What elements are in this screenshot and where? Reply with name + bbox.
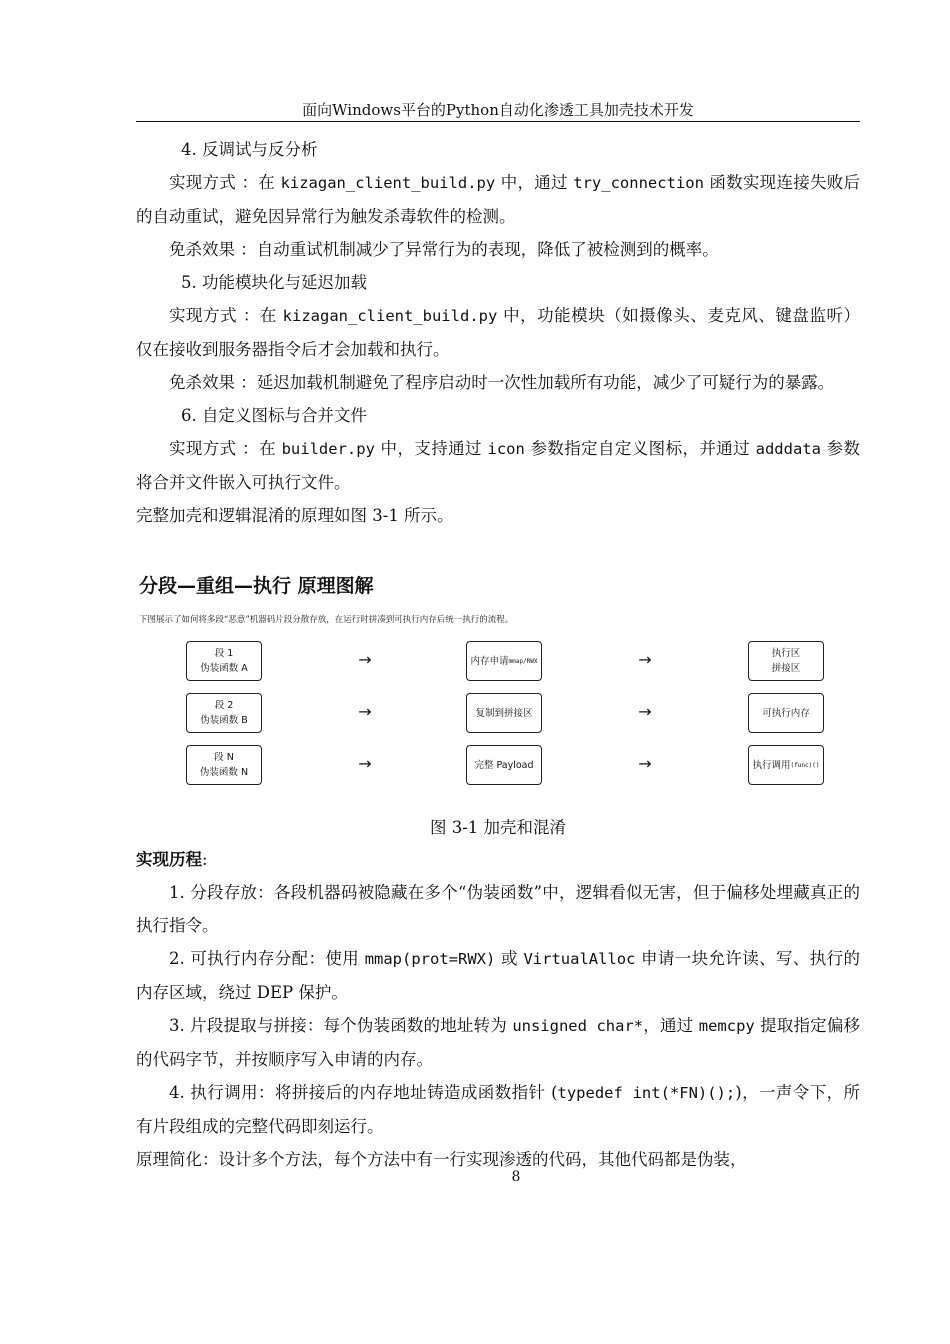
- process-heading: 实现历程:: [136, 850, 208, 869]
- figure-title: 分段—重组—执行 原理图解: [139, 575, 374, 597]
- figure-3-1: [136, 566, 860, 796]
- paragraph-s4-impl: 实现方式 ：在 kizagan_client_build.py 中，通过 try_connection 函数实现连接失败后的自动重试，避免因异常行为触发杀毒软件的检测。: [136, 173, 860, 226]
- body-text-bottom: [136, 843, 860, 1176]
- section-heading-6: 6. 自定义图标与合并文件: [181, 406, 367, 425]
- process-step-1: 1. 分段存放：各段机器码被隐藏在多个“伪装函数”中，逻辑看似无害，但于偏移处埋藏真正的执行指令。: [136, 883, 860, 935]
- arrow-icon: →: [638, 754, 652, 773]
- process-summary: 原理简化：设计多个方法，每个方法中有一行实现渗透的代码，其他代码都是伪装，: [136, 1150, 747, 1169]
- exec-region-box: 执行区 拼接区: [748, 641, 824, 681]
- exec-memory-box: 可执行内存: [748, 693, 824, 733]
- section-heading-5: 5. 功能模块化与延迟加载: [181, 273, 367, 292]
- arrow-icon: →: [358, 702, 372, 721]
- arrow-icon: →: [358, 754, 372, 773]
- body-text-top: [136, 133, 860, 532]
- paragraph-s4-effect: 免杀效果 ：自动重试机制减少了异常行为的表现，降低了被检测到的概率。: [169, 240, 719, 259]
- paragraph-s6-impl: 实现方式 ：在 builder.py 中，支持通过 icon 参数指定自定义图标，并通过 adddata 参数将合并文件嵌入可执行文件。: [136, 439, 860, 492]
- arrow-icon: →: [638, 650, 652, 669]
- segment-box-1: 段 1 伪装函数 A: [186, 641, 262, 681]
- payload-box: 完整 Payload: [466, 745, 542, 785]
- figure-caption: 图 3-1 加壳和混淆: [429, 818, 567, 837]
- memory-alloc-box: 内存申请 mmap/RWX: [466, 641, 542, 681]
- process-step-4: 4. 执行调用：将拼接后的内存地址铸造成函数指针 (typedef int(*FN)();)，一声令下，所有片段组成的完整代码即刻运行。: [136, 1083, 861, 1136]
- header-rule: [136, 121, 860, 122]
- process-step-2: 2. 可执行内存分配：使用 mmap(prot=RWX) 或 VirtualAlloc 申请一块允许读、写、执行的内存区域，绕过 DEP 保护。: [136, 949, 860, 1002]
- segment-box-2: 段 2 伪装函数 B: [186, 693, 262, 733]
- process-step-3: 3. 片段提取与拼接：每个伪装函数的地址转为 unsigned char*，通过 memcpy 提取指定偏移的代码字节，并按顺序写入申请的内存。: [136, 1016, 861, 1069]
- exec-call-box: 执行调用 (func)(): [748, 745, 824, 785]
- arrow-icon: →: [358, 650, 372, 669]
- figure-subtitle: 下图展示了如何将多段“恶意”机器码片段分散存放，在运行时拼凑到可执行内存后统一执行的流程。: [139, 615, 514, 625]
- segment-box-n: 段 N 伪装函数 N: [186, 745, 262, 785]
- copy-box: 复制到拼接区: [466, 693, 542, 733]
- paragraph-s5-impl: 实现方式 ：在 kizagan_client_build.py 中，功能模块（如摄像头、麦克风、键盘监听）仅在接收到服务器指令后才会加载和执行。: [136, 306, 860, 359]
- section-heading-4: 4. 反调试与反分析: [181, 140, 318, 159]
- arrow-icon: →: [638, 702, 652, 721]
- page-header-title: 面向Windows平台的Python自动化渗透工具加壳技术开发: [302, 101, 694, 119]
- page-number: 8: [511, 1169, 521, 1185]
- paragraph-figure-intro: 完整加壳和逻辑混淆的原理如图 3-1 所示。: [136, 506, 454, 525]
- paragraph-s5-effect: 免杀效果 ：延迟加载机制避免了程序启动时一次性加载所有功能，减少了可疑行为的暴露。: [169, 373, 835, 392]
